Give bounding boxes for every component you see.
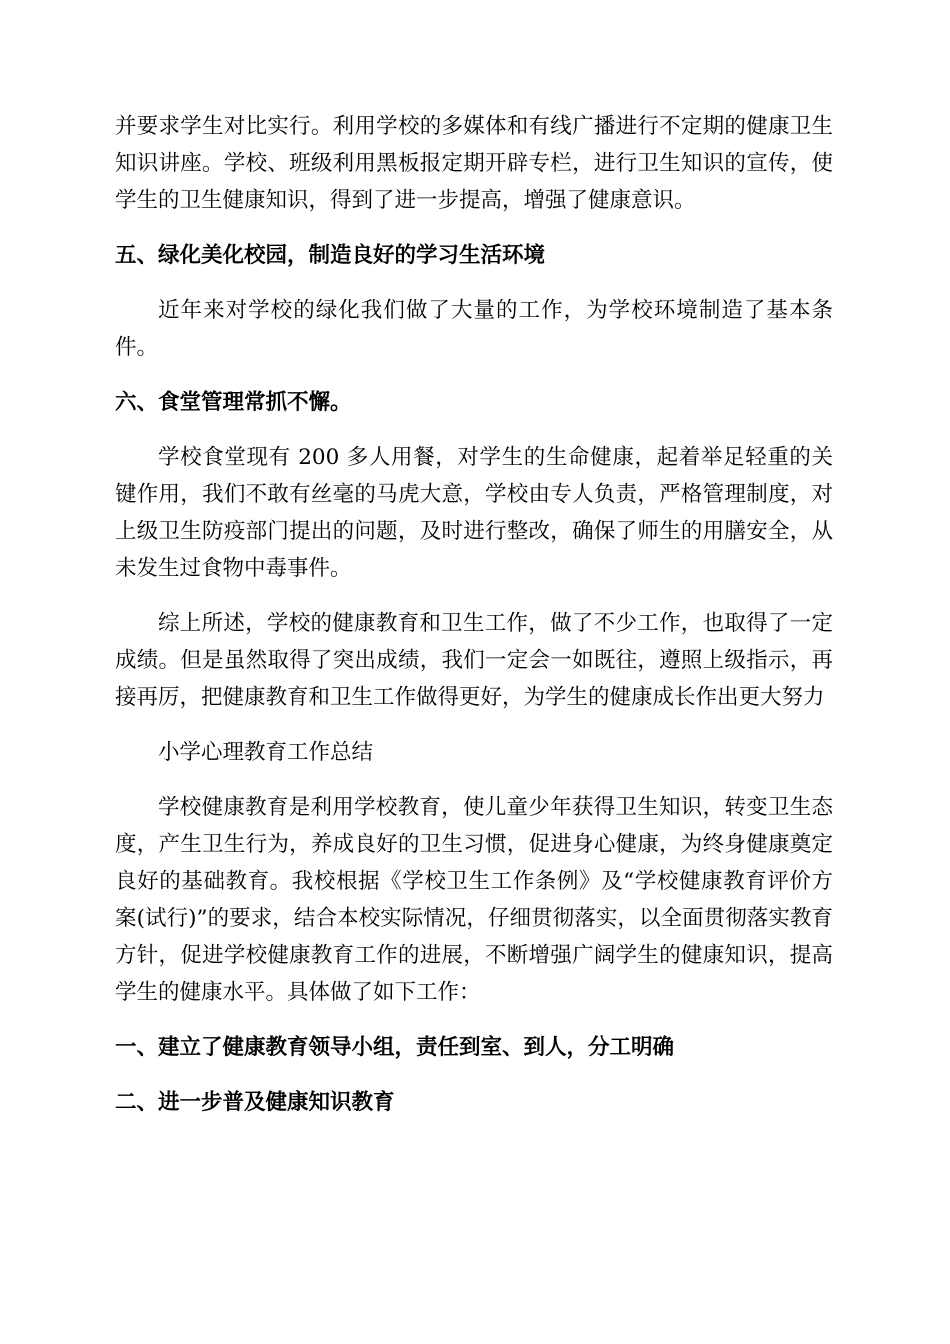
document-subtitle: 小学心理教育工作总结 xyxy=(158,740,374,765)
heading-section-1: 一、建立了健康教育领导小组，责任到室、到人，分工明确 xyxy=(115,1035,675,1060)
heading-section-2: 二、进一步普及健康知识教育 xyxy=(115,1090,395,1115)
paragraph-conclusion: 综上所述，学校的健康教育和卫生工作，做了不少工作，也取得了一定成绩。但是虽然取得了突出成绩，我们一定会一如既往，遵照上级指示，再接再厉，把健康教育和卫生工作做得更好，为学生的健康成长作出更大努力 xyxy=(115,611,833,710)
heading-section-5: 五、绿化美化校园，制造良好的学习生活环境 xyxy=(115,243,546,268)
paragraph-introduction: 学校健康教育是利用学校教育，使儿童少年获得卫生知识，转变卫生态度，产生卫生行为，养成良好的卫生习惯，促进身心健康，为终身健康奠定良好的基础教育。我校根据《学校卫生工作条例》及“学校健康教育评价方案(试行)”的要求，结合本校实际情况，仔细贯彻落实，以全面贯彻落实教育方针，促进学校健康教育工作的进展，不断增强广阔学生的健康知识，提高学生的健康水平。具体做了如下工作： xyxy=(115,795,833,1005)
document-page xyxy=(115,108,833,1121)
paragraph-health-lectures: 并要求学生对比实行。利用学校的多媒体和有线广播进行不定期的健康卫生知识讲座。学校、班级利用黑板报定期开辟专栏，进行卫生知识的宣传，使学生的卫生健康知识，得到了进一步提高，增强了健康意识。 xyxy=(115,114,833,213)
paragraph-canteen: 学校食堂现有 200 多人用餐，对学生的生命健康，起着举足轻重的关键作用，我们不敢有丝毫的马虎大意，学校由专人负责，严格管理制度，对上级卫生防疫部门提出的问题，及时进行整改，确保了师生的用膳安全，从未发生过食物中毒事件。 xyxy=(115,445,833,581)
paragraph-greening: 近年来对学校的绿化我们做了大量的工作，为学校环境制造了基本条件。 xyxy=(115,298,833,360)
heading-section-6: 六、食堂管理常抓不懈。 xyxy=(115,390,352,415)
